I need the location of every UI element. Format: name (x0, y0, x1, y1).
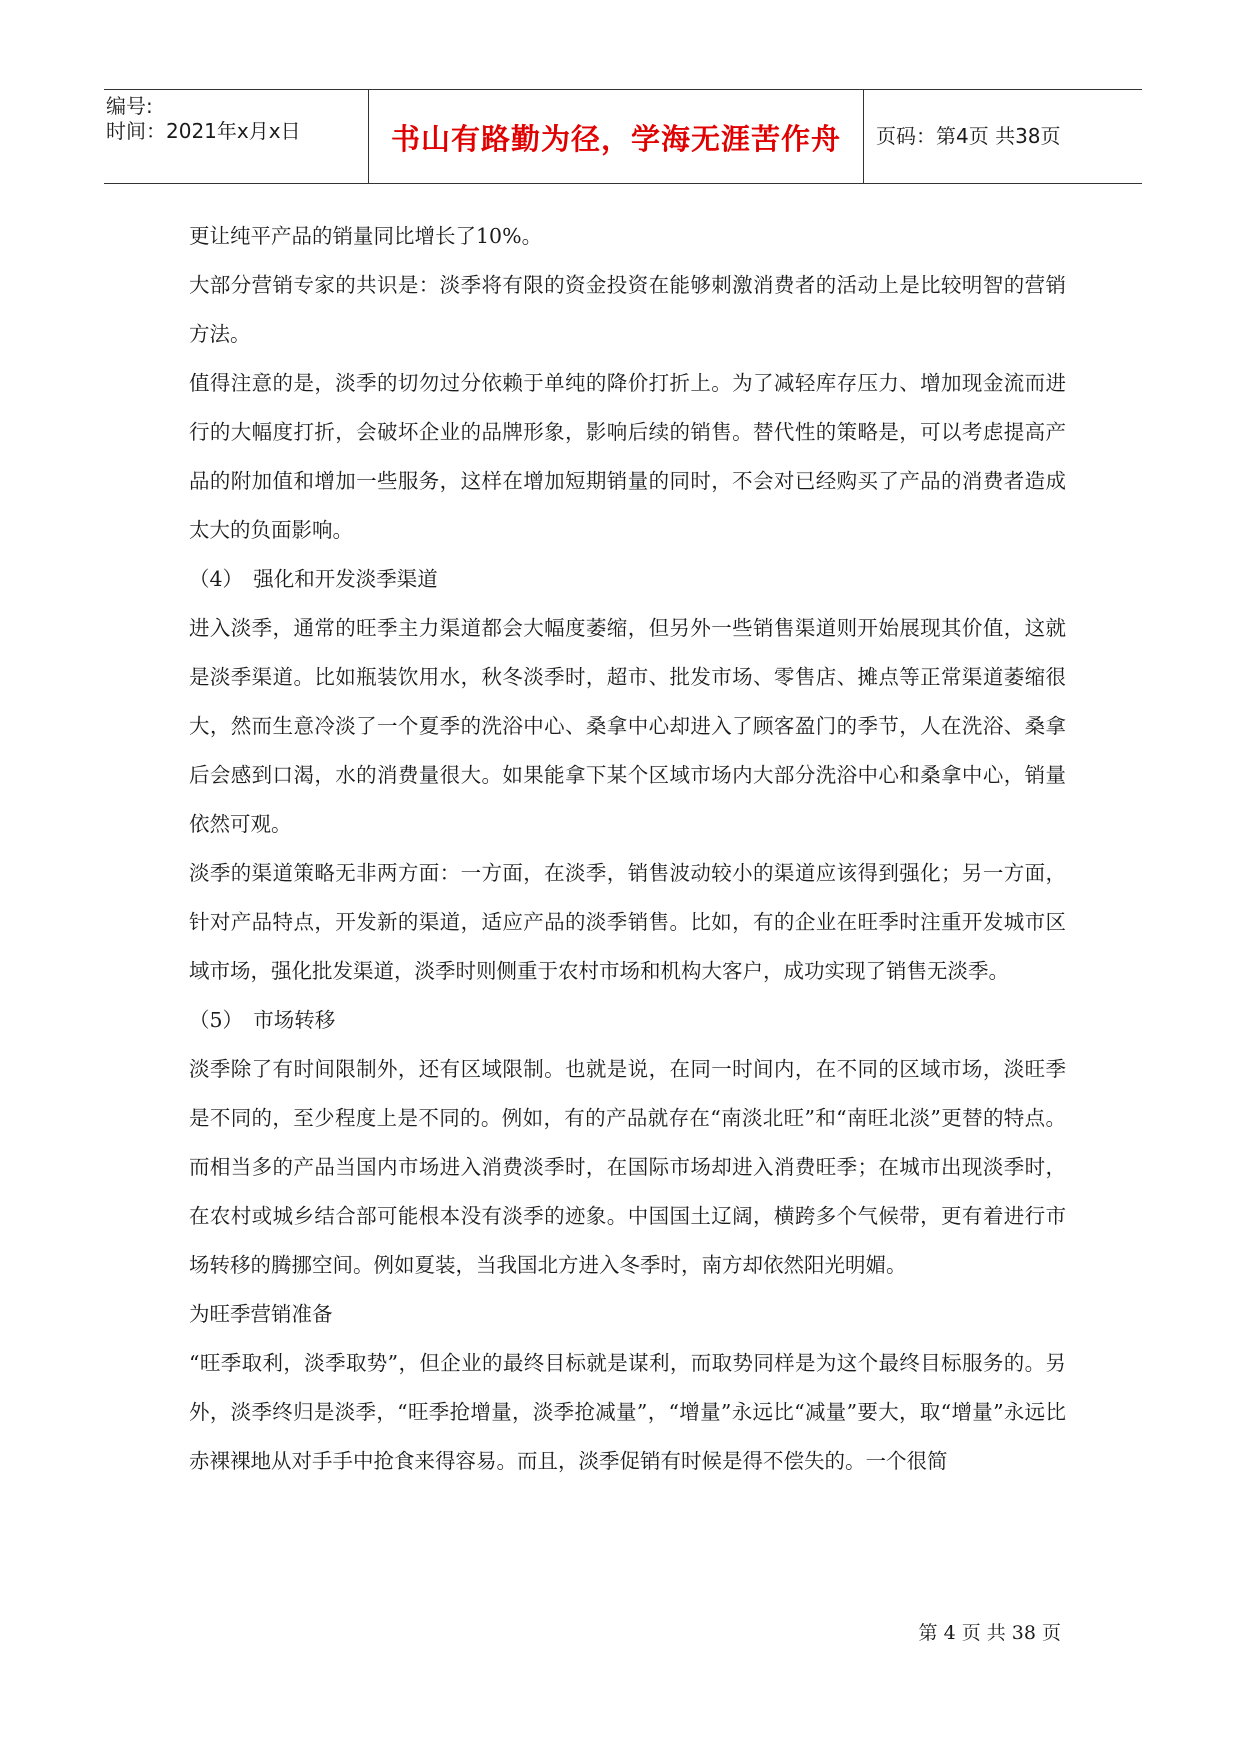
paragraph: 淡季除了有时间限制外，还有区域限制。也就是说，在同一时间内，在不同的区域市场，淡旺季是不同的，至少程度上是不同的。例如，有的产品就存在“南淡北旺”和“南旺北淡”更替的特点。而相当多的产品当国内市场进入消费淡季时，在国际市场却进入消费旺季；在城市出现淡季时，在农村或城乡结合部可能根本没有淡季的迹象。中国国土辽阔，横跨多个气候带，更有着进行市场转移的腾挪空间。例如夏装，当我国北方进入冬季时，南方却依然阳光明媚。 (189, 1057, 1066, 1277)
paragraph: 更让纯平产品的销量同比增长了10%。 (189, 224, 543, 248)
paragraph: 大部分营销专家的共识是：淡季将有限的资金投资在能够刺激消费者的活动上是比较明智的营销方法。 (189, 273, 1066, 346)
section-heading: （4） 强化和开发淡季渠道 (189, 567, 438, 591)
document-number-label: 编号: (106, 94, 153, 118)
paragraph: 淡季的渠道策略无非两方面：一方面，在淡季，销售波动较小的渠道应该得到强化；另一方面，针对产品特点，开发新的渠道，适应产品的淡季销售。比如，有的企业在旺季时注重开发城市区域市场，强化批发渠道，淡季时则侧重于农村市场和机构大客户，成功实现了销售无淡季。 (189, 861, 1066, 983)
paragraph: 值得注意的是，淡季的切勿过分依赖于单纯的降价打折上。为了减轻库存压力、增加现金流而进行的大幅度打折，会破坏企业的品牌形象，影响后续的销售。替代性的策略是，可以考虑提高产品的附加值和增加一些服务，这样在增加短期销量的同时，不会对已经购买了产品的消费者造成太大的负面影响。 (189, 371, 1066, 542)
page-number-label: 页码：第4页 共38页 (876, 124, 1061, 148)
paragraph: “旺季取利，淡季取势”，但企业的最终目标就是谋利，而取势同样是为这个最终目标服务的。另外，淡季终归是淡季，“旺季抢增量，淡季抢减量”，“增量”永远比“减量”要大，取“增量”永远比赤裸裸地从对手手中抢食来得容易。而且，淡季促销有时候是得不偿失的。一个很简 (189, 1351, 1066, 1473)
page-footer: 第 4 页 共 38 页 (918, 1622, 1061, 1644)
page-header (104, 89, 1142, 184)
motto-text: 书山有路勤为径，学海无涯苦作舟 (390, 122, 841, 156)
header-motto-cell (368, 90, 864, 183)
document-time-label: 时间：2021年x月x日 (106, 119, 301, 143)
section-heading: 为旺季营销准备 (189, 1302, 333, 1326)
document-body (189, 212, 1066, 1486)
section-heading: （5） 市场转移 (189, 1008, 336, 1032)
header-left-cell (104, 90, 366, 183)
paragraph: 进入淡季，通常的旺季主力渠道都会大幅度萎缩，但另外一些销售渠道则开始展现其价值，这就是淡季渠道。比如瓶装饮用水，秋冬淡季时，超市、批发市场、零售店、摊点等正常渠道萎缩很大，然而生意冷淡了一个夏季的洗浴中心、桑拿中心却进入了顾客盈门的季节，人在洗浴、桑拿后会感到口渴，水的消费量很大。如果能拿下某个区域市场内大部分洗浴中心和桑拿中心，销量依然可观。 (189, 616, 1066, 836)
header-right-cell (864, 90, 1142, 183)
